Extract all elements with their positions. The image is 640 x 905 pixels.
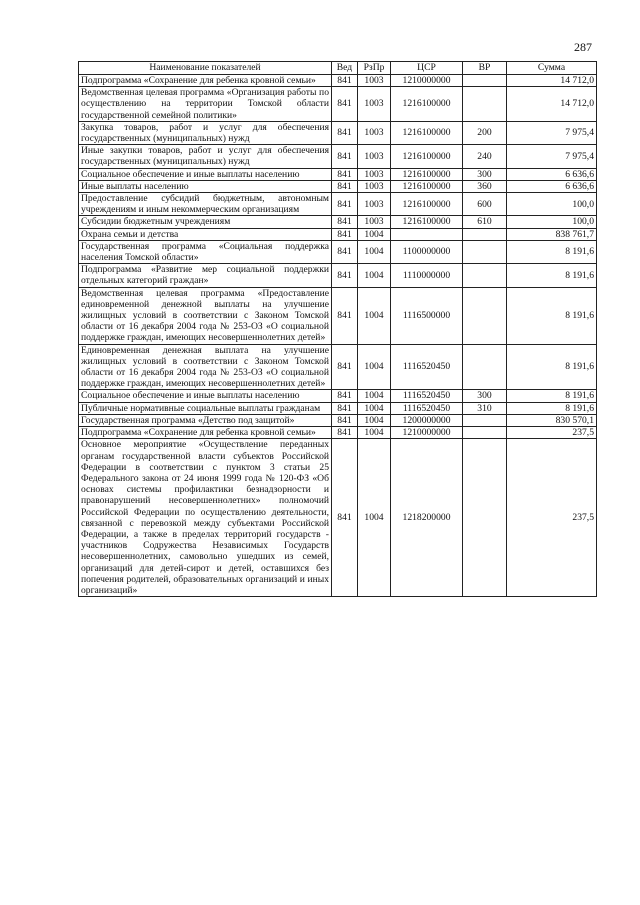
row-sum: 100,0 xyxy=(507,216,597,228)
table-row xyxy=(79,264,597,287)
row-rzpr: 1004 xyxy=(358,287,391,344)
row-rzpr: 1003 xyxy=(358,121,391,144)
row-sum: 8 191,6 xyxy=(507,390,597,402)
row-csr: 1216100000 xyxy=(391,216,463,228)
row-vr xyxy=(463,414,507,426)
row-sum: 14 712,0 xyxy=(507,87,597,122)
page-number: 287 xyxy=(574,40,592,54)
row-rzpr: 1004 xyxy=(358,414,391,426)
header-sum: Сумма xyxy=(507,62,597,75)
row-ved: 841 xyxy=(332,193,358,216)
table-row xyxy=(79,414,597,426)
header-vr: ВР xyxy=(463,62,507,75)
row-sum: 14 712,0 xyxy=(507,75,597,87)
row-name: Единовременная денежная выплата на улучшение жилищных условий в соответствии с Законом Томской области от 16 декабря 2004 года № 253-ОЗ «О социальной поддержке граждан, имеющих несовершеннолетних детей» xyxy=(79,344,332,390)
row-name: Ведомственная целевая программа «Организация работы по осуществлению на территории Томской области государственной семейной политики» xyxy=(79,87,332,122)
row-csr: 1216100000 xyxy=(391,145,463,168)
row-vr xyxy=(463,264,507,287)
row-name: Иные закупки товаров, работ и услуг для обеспечения государственных (муниципальных) нужд xyxy=(79,145,332,168)
table-row xyxy=(79,180,597,192)
row-vr: 360 xyxy=(463,180,507,192)
row-sum: 838 761,7 xyxy=(507,228,597,240)
row-name: Государственная программа «Детство под защитой» xyxy=(79,414,332,426)
row-rzpr: 1004 xyxy=(358,439,391,597)
budget-table xyxy=(78,61,597,597)
row-vr: 610 xyxy=(463,216,507,228)
row-ved: 841 xyxy=(332,216,358,228)
header-csr: ЦСР xyxy=(391,62,463,75)
row-vr: 200 xyxy=(463,121,507,144)
row-name: Ведомственная целевая программа «Предоставление единовременной денежной выплаты на улучшение жилищных условий в соответствии с Законом Томской области от 16 декабря 2004 года № 253-ОЗ «О социальной поддержке граждан, имеющих несовершеннолетних детей» xyxy=(79,287,332,344)
row-ved: 841 xyxy=(332,414,358,426)
row-vr xyxy=(463,439,507,597)
header-rzpr: РзПр xyxy=(358,62,391,75)
row-rzpr: 1003 xyxy=(358,168,391,180)
row-name: Публичные нормативные социальные выплаты гражданам xyxy=(79,402,332,414)
row-sum: 8 191,6 xyxy=(507,344,597,390)
row-name: Подпрограмма «Сохранение для ребенка кровной семьи» xyxy=(79,427,332,439)
row-rzpr: 1004 xyxy=(358,344,391,390)
table-row xyxy=(79,145,597,168)
row-name: Закупка товаров, работ и услуг для обеспечения государственных (муниципальных) нужд xyxy=(79,121,332,144)
row-csr: 1116500000 xyxy=(391,287,463,344)
row-rzpr: 1003 xyxy=(358,193,391,216)
row-csr: 1216100000 xyxy=(391,168,463,180)
row-sum: 8 191,6 xyxy=(507,240,597,263)
header-ved: Вед xyxy=(332,62,358,75)
row-sum: 100,0 xyxy=(507,193,597,216)
row-rzpr: 1003 xyxy=(358,216,391,228)
row-csr: 1216100000 xyxy=(391,193,463,216)
table-row xyxy=(79,193,597,216)
table-row xyxy=(79,427,597,439)
row-name: Социальное обеспечение и иные выплаты населению xyxy=(79,168,332,180)
row-csr: 1218200000 xyxy=(391,439,463,597)
row-sum: 7 975,4 xyxy=(507,121,597,144)
row-vr xyxy=(463,427,507,439)
row-vr xyxy=(463,228,507,240)
row-sum: 6 636,6 xyxy=(507,180,597,192)
row-ved: 841 xyxy=(332,390,358,402)
table-row xyxy=(79,287,597,344)
row-name: Подпрограмма «Сохранение для ребенка кровной семьи» xyxy=(79,75,332,87)
row-vr xyxy=(463,75,507,87)
table-row xyxy=(79,75,597,87)
row-ved: 841 xyxy=(332,402,358,414)
row-rzpr: 1004 xyxy=(358,264,391,287)
row-csr: 1100000000 xyxy=(391,240,463,263)
row-name: Социальное обеспечение и иные выплаты населению xyxy=(79,390,332,402)
row-ved: 841 xyxy=(332,240,358,263)
row-ved: 841 xyxy=(332,344,358,390)
header-name: Наименование показателей xyxy=(79,62,332,75)
row-rzpr: 1003 xyxy=(358,145,391,168)
row-ved: 841 xyxy=(332,75,358,87)
row-sum: 8 191,6 xyxy=(507,402,597,414)
row-ved: 841 xyxy=(332,87,358,122)
row-name: Охрана семьи и детства xyxy=(79,228,332,240)
row-ved: 841 xyxy=(332,180,358,192)
row-ved: 841 xyxy=(332,121,358,144)
row-vr: 240 xyxy=(463,145,507,168)
table-row xyxy=(79,240,597,263)
row-csr: 1216100000 xyxy=(391,180,463,192)
row-ved: 841 xyxy=(332,228,358,240)
row-sum: 237,5 xyxy=(507,427,597,439)
table-row xyxy=(79,390,597,402)
row-name: Предоставление субсидий бюджетным, автономным учреждениям и иным некоммерческим организациям xyxy=(79,193,332,216)
row-csr xyxy=(391,228,463,240)
table-row xyxy=(79,228,597,240)
table-row xyxy=(79,439,597,597)
row-ved: 841 xyxy=(332,287,358,344)
row-name: Государственная программа «Социальная поддержка населения Томской области» xyxy=(79,240,332,263)
row-csr: 1200000000 xyxy=(391,414,463,426)
table-row xyxy=(79,344,597,390)
row-csr: 1210000000 xyxy=(391,427,463,439)
table-row xyxy=(79,402,597,414)
row-sum: 830 570,1 xyxy=(507,414,597,426)
row-csr: 1210000000 xyxy=(391,75,463,87)
row-rzpr: 1003 xyxy=(358,180,391,192)
row-rzpr: 1004 xyxy=(358,390,391,402)
row-rzpr: 1004 xyxy=(358,240,391,263)
table-row xyxy=(79,87,597,122)
row-name: Основное мероприятие «Осуществление переданных органам государственной власти субъектов Российской Федерации в соответствии с пунктом 3 статьи 25 Федерального закона от 24 июня 1999 года № 120-ФЗ «Об основах системы профилактики безнадзорности и правонарушений несовершеннолетних» полномочий Российской Федерации по осуществлению деятельности, связанной с перевозкой между субъектами Российской Федерации, а также в пределах территорий государств - участников Содружества Независимых Государств несовершеннолетних, самовольно ушедших из семей, организаций для детей-сирот и детей, оставшихся без попечения родителей, образовательных организаций и иных организаций» xyxy=(79,439,332,597)
table-row xyxy=(79,168,597,180)
row-rzpr: 1004 xyxy=(358,427,391,439)
row-csr: 1116520450 xyxy=(391,402,463,414)
row-rzpr: 1004 xyxy=(358,228,391,240)
row-csr: 1116520450 xyxy=(391,390,463,402)
row-sum: 7 975,4 xyxy=(507,145,597,168)
table-row xyxy=(79,216,597,228)
row-ved: 841 xyxy=(332,439,358,597)
row-sum: 6 636,6 xyxy=(507,168,597,180)
row-name: Иные выплаты населению xyxy=(79,180,332,192)
table-header-row xyxy=(79,62,597,75)
row-vr: 600 xyxy=(463,193,507,216)
row-name: Подпрограмма «Развитие мер социальной поддержки отдельных категорий граждан» xyxy=(79,264,332,287)
row-sum: 237,5 xyxy=(507,439,597,597)
row-name: Субсидии бюджетным учреждениям xyxy=(79,216,332,228)
row-rzpr: 1003 xyxy=(358,75,391,87)
row-vr xyxy=(463,87,507,122)
row-ved: 841 xyxy=(332,145,358,168)
row-csr: 1216100000 xyxy=(391,87,463,122)
row-csr: 1110000000 xyxy=(391,264,463,287)
row-sum: 8 191,6 xyxy=(507,287,597,344)
row-rzpr: 1004 xyxy=(358,402,391,414)
row-ved: 841 xyxy=(332,264,358,287)
row-vr: 300 xyxy=(463,168,507,180)
row-rzpr: 1003 xyxy=(358,87,391,122)
row-csr: 1216100000 xyxy=(391,121,463,144)
row-vr xyxy=(463,240,507,263)
row-csr: 1116520450 xyxy=(391,344,463,390)
table-row xyxy=(79,121,597,144)
row-vr: 300 xyxy=(463,390,507,402)
row-vr xyxy=(463,287,507,344)
row-vr xyxy=(463,344,507,390)
row-vr: 310 xyxy=(463,402,507,414)
row-sum: 8 191,6 xyxy=(507,264,597,287)
row-ved: 841 xyxy=(332,168,358,180)
row-ved: 841 xyxy=(332,427,358,439)
